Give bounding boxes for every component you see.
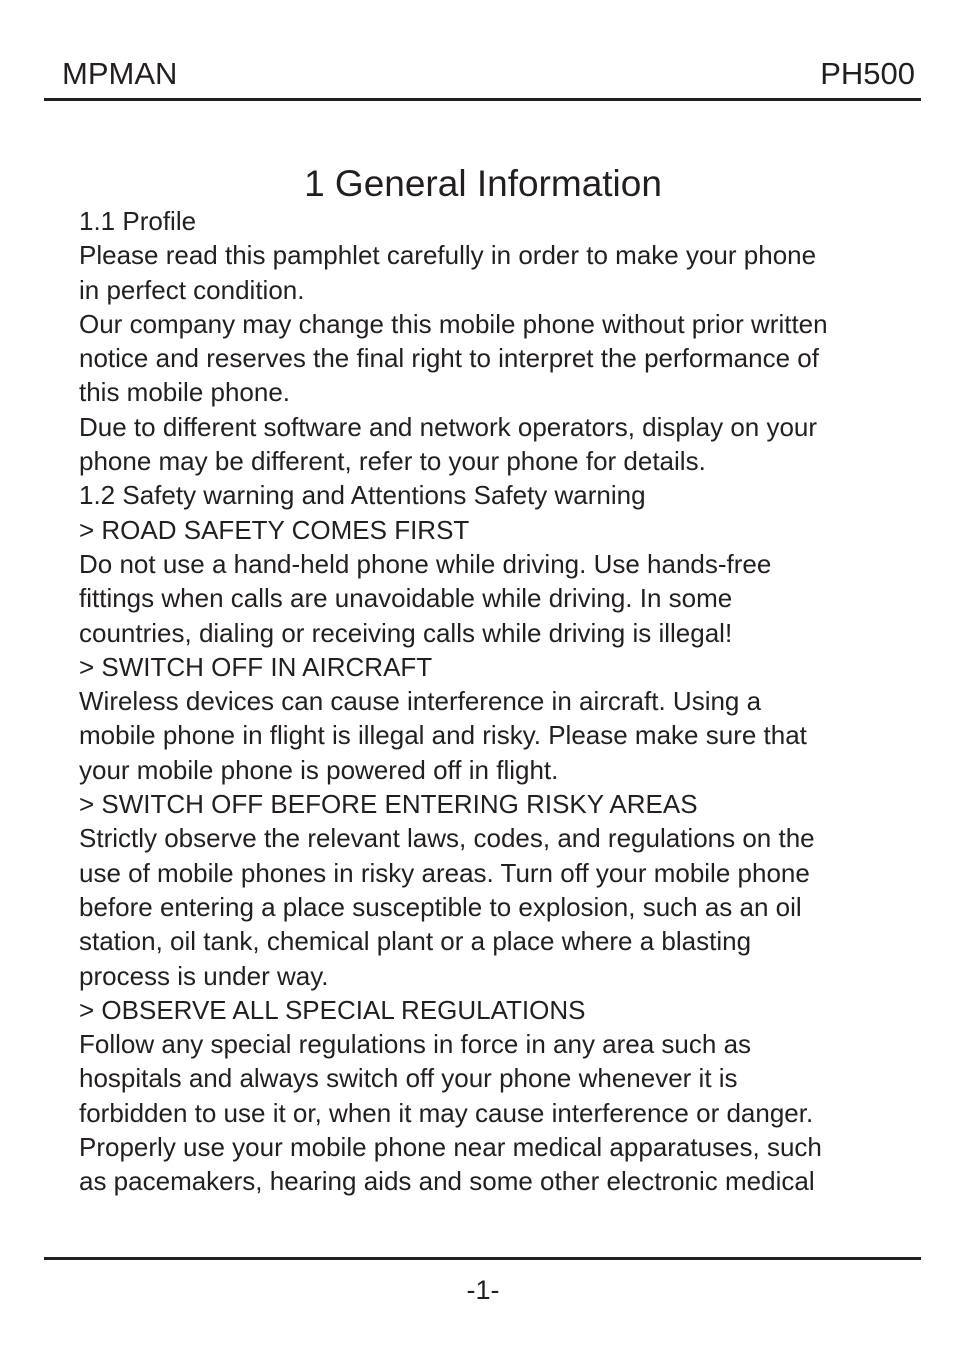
text-line: 1.1 Profile: [79, 206, 197, 236]
text-line: hospitals and always switch off your phone whenever it is: [79, 1063, 738, 1094]
text-line: Follow any special regulations in force in any area such as: [79, 1029, 752, 1060]
text-line: > ROAD SAFETY COMES FIRST: [79, 514, 470, 545]
text-line: > SWITCH OFF IN AIRCRAFT: [79, 651, 433, 682]
text-line: Strictly observe the relevant laws, codes, and regulations on the: [79, 823, 815, 854]
text-line: Do not use a hand-held phone while driving. Use hands-free: [79, 548, 772, 579]
header-divider: [44, 98, 921, 101]
brand-name: MPMAN: [62, 56, 178, 91]
model-name: PH500: [820, 56, 915, 91]
text-line: Please read this pamphlet carefully in order to make your phone: [79, 240, 817, 271]
text-line: 1.2 Safety warning and Attentions Safety warning: [79, 480, 646, 511]
text-line: as pacemakers, hearing aids and some other electronic medical: [79, 1166, 815, 1197]
text-line: mobile phone in flight is illegal and risky. Please make sure that: [79, 720, 807, 751]
text-line: Properly use your mobile phone near medical apparatuses, such: [79, 1132, 822, 1163]
page-number: -1-: [466, 1275, 500, 1305]
text-line: your mobile phone is powered off in flight.: [79, 754, 559, 785]
text-line: phone may be different, refer to your phone for details.: [79, 446, 706, 477]
text-line: station, oil tank, chemical plant or a place where a blasting: [79, 926, 752, 957]
text-line: Wireless devices can cause interference in aircraft. Using a: [79, 686, 762, 717]
text-line: > SWITCH OFF BEFORE ENTERING RISKY AREAS: [79, 789, 698, 820]
text-line: in perfect condition.: [79, 274, 305, 305]
text-line: this mobile phone.: [79, 377, 291, 408]
text-line: > OBSERVE ALL SPECIAL REGULATIONS: [79, 994, 586, 1025]
text-line: countries, dialing or receiving calls while driving is illegal!: [79, 617, 733, 648]
text-line: Due to different software and network operators, display on your: [79, 411, 818, 442]
page-header: [44, 54, 921, 98]
footer-divider: [44, 1257, 921, 1260]
text-line: before entering a place susceptible to explosion, such as an oil: [79, 891, 802, 922]
text-line: Our company may change this mobile phone without prior written: [79, 308, 828, 339]
section-title: 1 General Information: [304, 163, 662, 204]
text-line: forbidden to use it or, when it may cause interference or danger.: [79, 1097, 814, 1128]
body-text: [79, 204, 899, 1199]
text-line: notice and reserves the final right to interpret the performance of: [79, 343, 819, 374]
text-line: use of mobile phones in risky areas. Turn off your mobile phone: [79, 857, 810, 888]
text-line: process is under way.: [79, 960, 329, 991]
text-line: fittings when calls are unavoidable while driving. In some: [79, 583, 733, 614]
